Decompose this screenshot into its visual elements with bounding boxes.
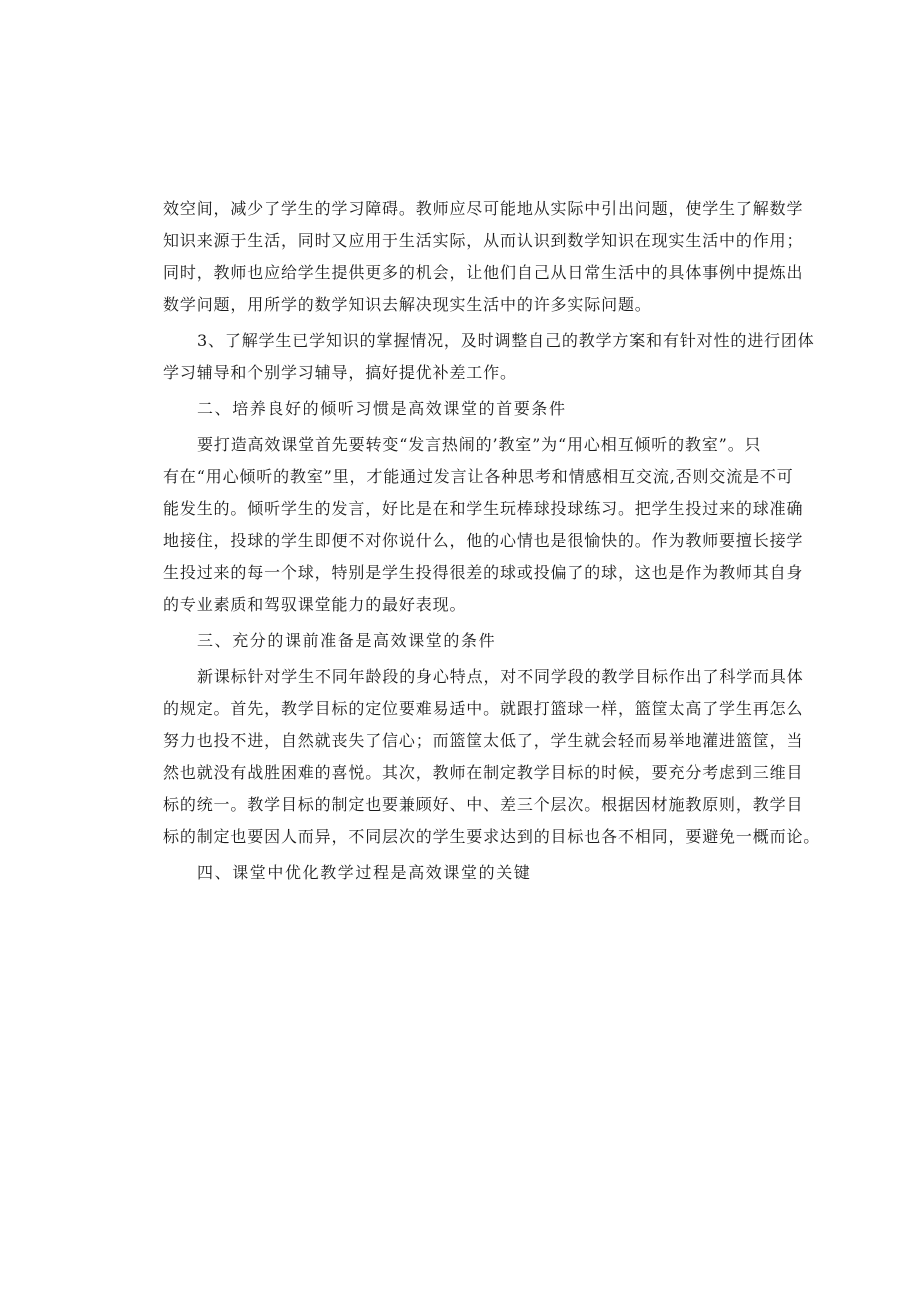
text-line: 的规定。首先，教学目标的定位要难易适中。就跟打篮球一样，篮筐太高了学生再怎么 xyxy=(163,699,804,718)
text-line: 要打造高效课堂首先要转变“发言热闹的’教室”为“用心相互倾听的教室”。只 xyxy=(197,435,762,454)
text-line: 学习辅导和个别学习辅导，搞好提优补差工作。 xyxy=(163,363,517,382)
text-line: 然也就没有战胜困难的喜悦。其次，教师在制定教学目标的时候，要充分考虑到三维目 xyxy=(163,763,804,782)
section-heading-3: 三、充分的课前准备是高效课堂的条件 xyxy=(197,631,497,650)
document-page xyxy=(163,193,821,889)
paragraph-1 xyxy=(163,193,804,321)
text-line: 地接住，投球的学生即便不对你说什么，他的心情也是很愉快的。作为教师要擅长接学 xyxy=(163,531,804,550)
text-line: 新课标针对学生不同年龄段的身心特点，对不同学段的教学目标作出了科学而具体 xyxy=(197,667,804,686)
text-line: 3、了解学生已学知识的掌握情况，及时调整自己的教学方案和有针对性的进行团体 xyxy=(197,331,815,350)
text-line: 生投过来的每一个球，特别是学生投得很差的球或投偏了的球，这也是作为教师其自身 xyxy=(163,563,804,582)
text-line: 标的统一。教学目标的制定也要兼顾好、中、差三个层次。根据因材施教原则，教学目 xyxy=(163,795,804,814)
section-heading-2: 二、培养良好的倾听习惯是高效课堂的首要条件 xyxy=(197,399,567,418)
paragraph-2 xyxy=(163,325,815,389)
text-line: 数学问题，用所学的数学知识去解决现实生活中的许多实际问题。 xyxy=(163,295,652,314)
text-line: 同时，教师也应给学生提供更多的机会，让他们自己从日常生活中的具体事例中提炼出 xyxy=(163,263,804,282)
text-line: 知识来源于生活，同时又应用于生活实际，从而认识到数学知识在现实生活中的作用； xyxy=(163,231,804,250)
paragraph-4 xyxy=(163,661,821,853)
text-line: 能发生的。倾听学生的发言，好比是在和学生玩棒球投球练习。把学生投过来的球准确 xyxy=(163,499,804,518)
text-line: 的专业素质和驾驭课堂能力的最好表现。 xyxy=(163,595,467,614)
text-line: 标的制定也要因人而异，不同层次的学生要求达到的目标也各不相同，要避免一概而论。 xyxy=(163,827,821,846)
text-line: 努力也投不进，自然就丧失了信心；而篮筐太低了，学生就会轻而易举地灌进篮筐，当 xyxy=(163,731,804,750)
text-line: 有在“用心倾听的教室”里，才能通过发言让各种思考和情感相互交流,否则交流是不可 xyxy=(163,467,794,486)
text-line: 效空间，减少了学生的学习障碍。教师应尽可能地从实际中引出问题，使学生了解数学 xyxy=(163,199,804,218)
paragraph-3 xyxy=(163,429,804,621)
section-heading-4: 四、课堂中优化教学过程是高效课堂的关键 xyxy=(197,863,532,882)
